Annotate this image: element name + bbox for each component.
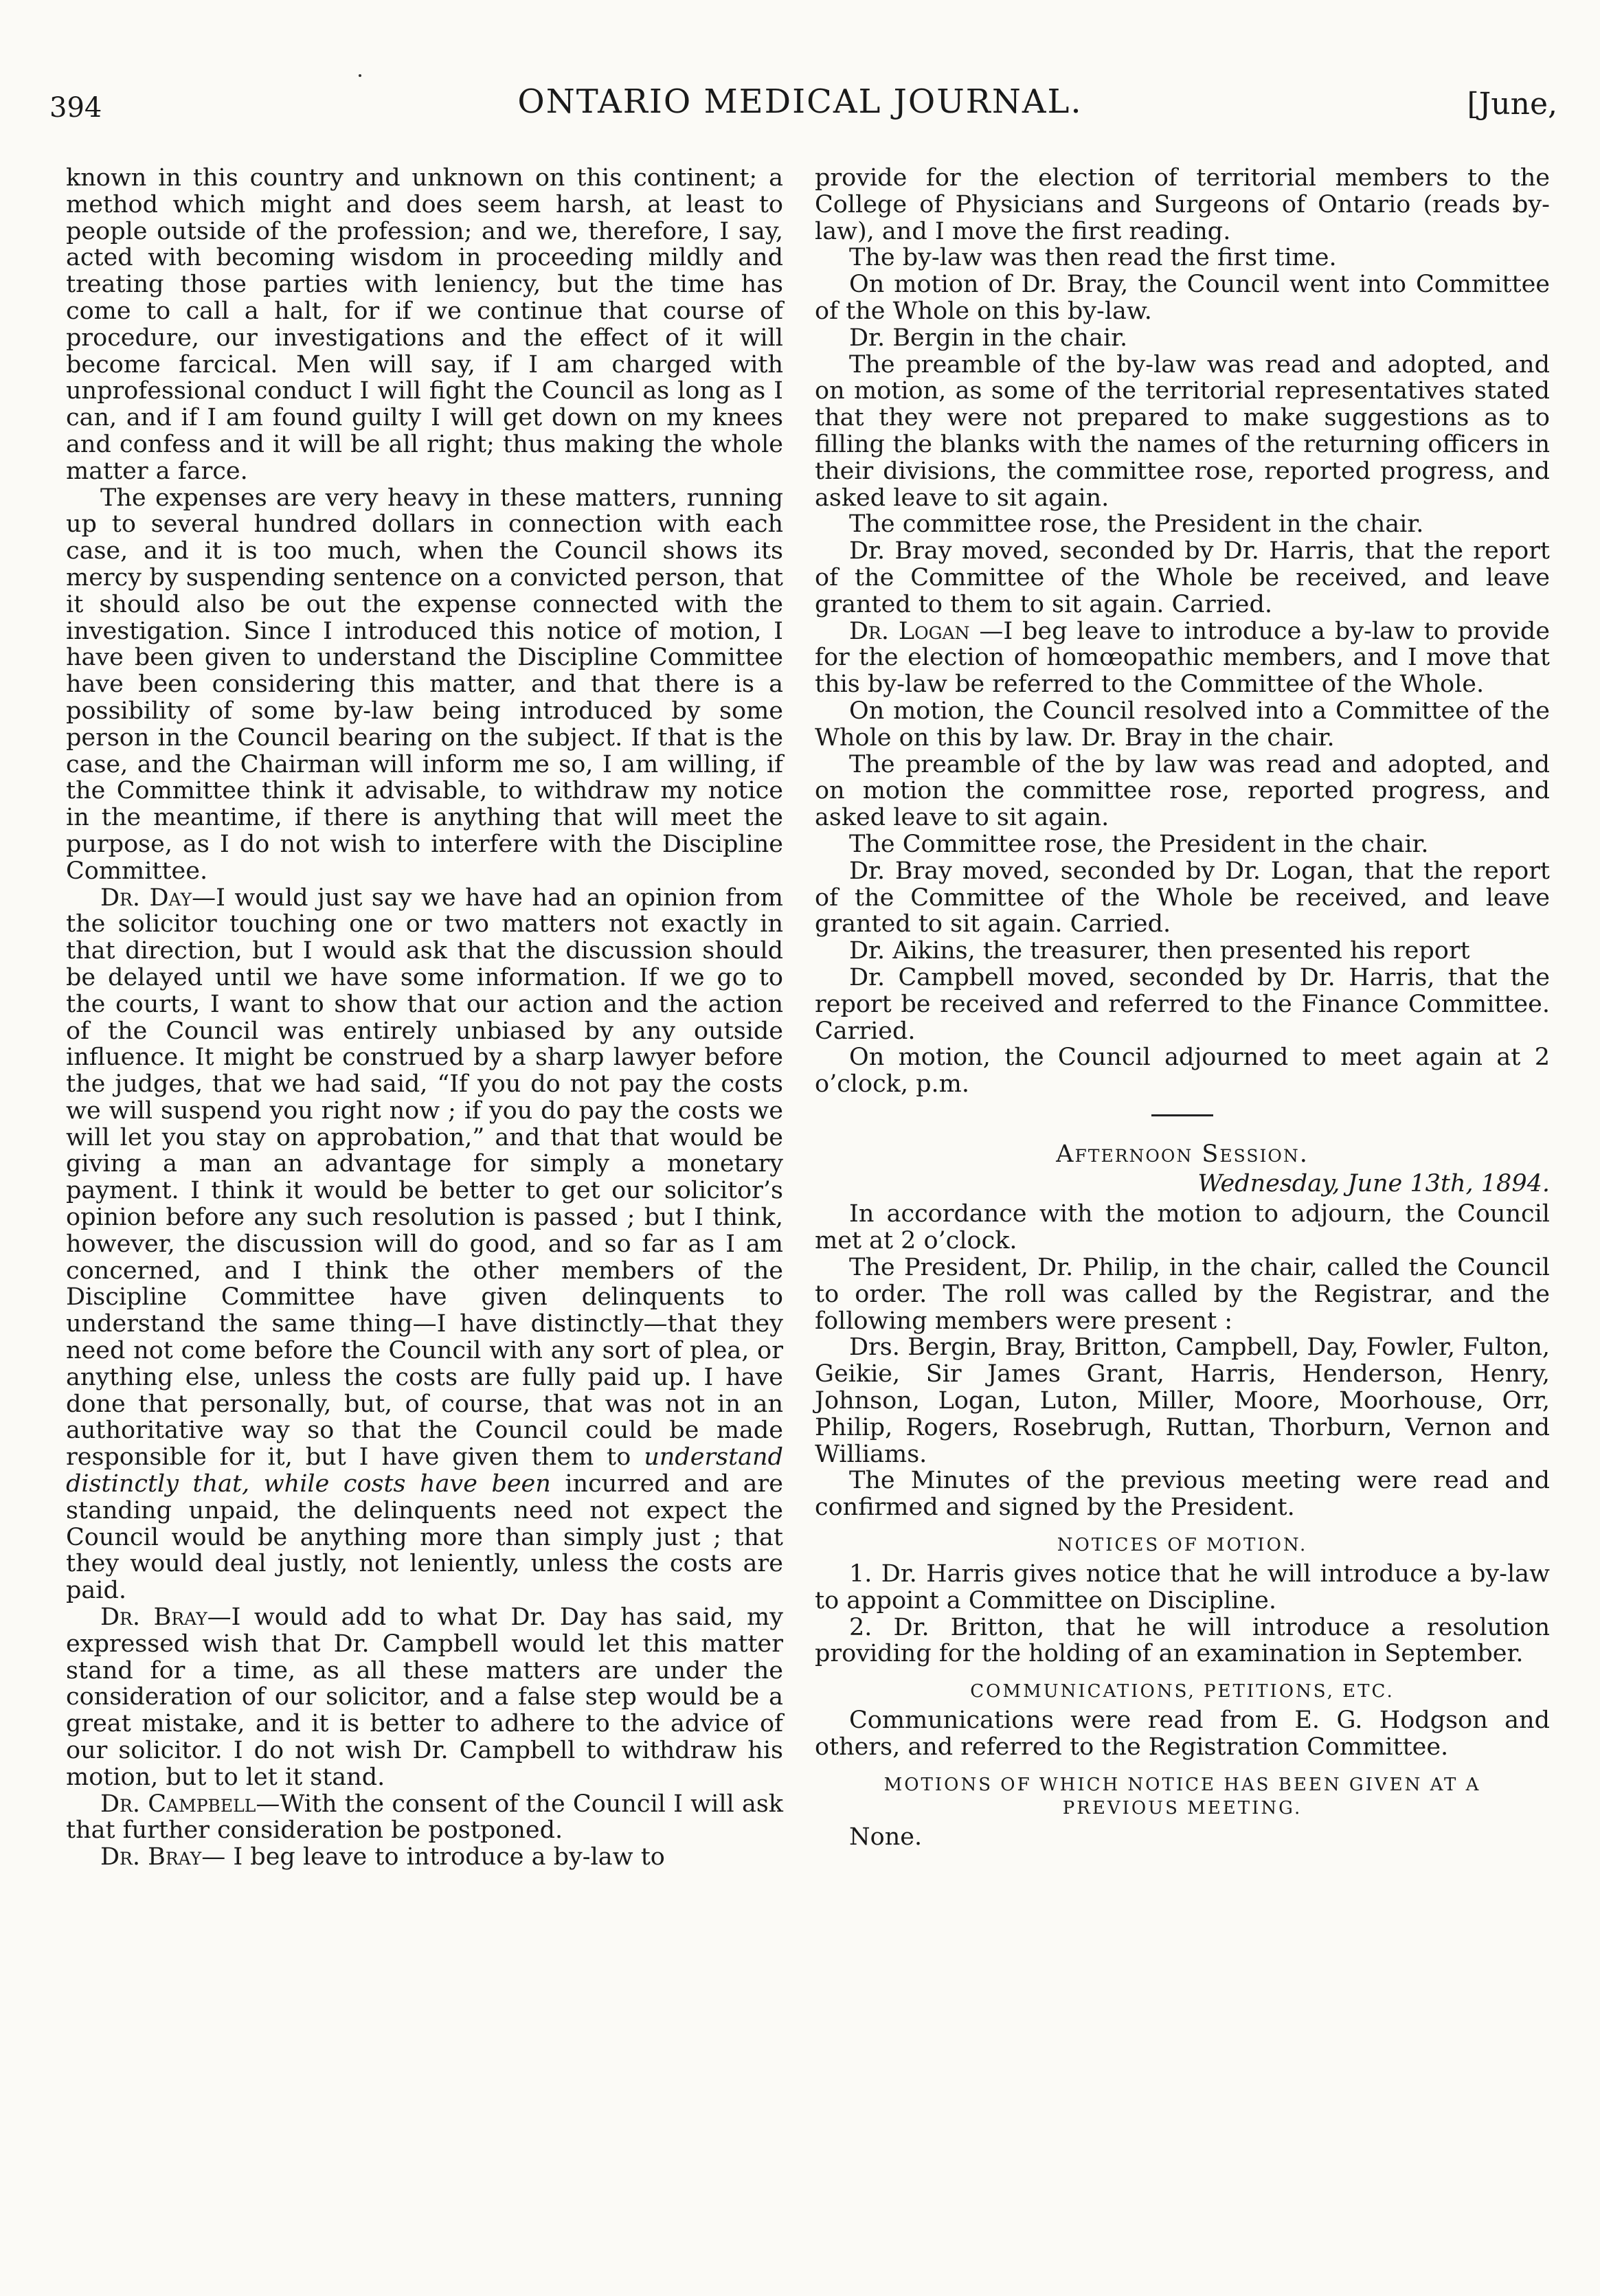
session-date: Wednesday, June 13th, 1894. (1197, 1169, 1550, 1197)
paragraph: The committee rose, the President in the chair. (849, 510, 1424, 539)
paragraph: The preamble of the by law was read and adopted, and on motion the committee rose, reported progress, and asked leave to sit again. (815, 750, 1550, 832)
paragraph: In accordance with the motion to adjourn, the Council met at 2 o’clock. (815, 1200, 1550, 1255)
afternoon-session-heading: Afternoon Session. (1056, 1140, 1309, 1168)
notice-item: 1. Dr. Harris gives notice that he will introduce a by-law to appoint a Committee on Discipline. (815, 1560, 1550, 1614)
notice-item: 2. Dr. Britton, that he will introduce a resolution providing for the holding of an examination in September. (815, 1613, 1550, 1668)
notices-of-motion-heading: NOTICES OF MOTION. (1057, 1535, 1308, 1556)
speaker-name: Dr. Bray (100, 1843, 202, 1871)
page-header (43, 82, 1557, 131)
journal-title: ONTARIO MEDICAL JOURNAL. (517, 82, 1083, 121)
left-column (66, 165, 783, 1871)
paragraph: Dr. Bray—I would add to what Dr. Day has said, my expressed wish that Dr. Campbell would let this matter stand for a time, as all these matters are under the consideration of our solicitor, and a false step would be a great mistake, and it is better to adhere to the advice of our solicitor. I do not wish Dr. Campbell to withdraw his motion, but to let it stand. (66, 1603, 783, 1791)
paragraph: The by-law was then read the first time. (849, 244, 1337, 272)
speaker-name: Dr. Day (100, 883, 192, 912)
speaker-name: Dr. Logan (849, 617, 970, 645)
page-number: 394 (49, 92, 102, 124)
paragraph: None. (849, 1823, 923, 1851)
paragraph: The expenses are very heavy in these matters, running up to several hundred dollars in connection with each case, and it is too much, when the Council shows its mercy by suspending sentence on a convicted person, that it should also be out the expense connected with the investigation. Since I introduced this notice of motion, I have been given to understand the Discipline Committee have been considering this matter, and that there is a possibility of some by-law being introduced by some person in the Council bearing on the subject. If that is the case, and the Chairman will inform me so, I am willing, if the Committee think it advisable, to withdraw my notice in the meantime, if there is anything that will meet the purpose, as I do not wish to interfere with the Discipline Committee. (66, 484, 783, 885)
print-speck (359, 74, 361, 77)
paragraph: Dr. Campbell moved, seconded by Dr. Harris, that the report be received and referred to the Finance Committee. Carried. (815, 963, 1550, 1045)
paragraph: The preamble of the by-law was read and adopted, and on motion, as some of the territorial representatives stated that they were not prepared to make suggestions as to filling the blanks with the names of the returning officers in their divisions, the committee rose, reported progress, and asked leave to sit again. (815, 350, 1550, 512)
paragraph: Communications were read from E. G. Hodgson and others, and referred to the Registration Committee. (815, 1707, 1550, 1762)
section-divider (1151, 1114, 1213, 1116)
paragraph: Dr. Logan —I beg leave to introduce a by-law to provide for the election of homœopathic members, and I move that this by-law be referred to the Committee of the Whole. (815, 617, 1550, 699)
paragraph: Dr. Campbell—With the consent of the Council I will ask that further consideration be postponed. (66, 1790, 783, 1845)
paragraph: Dr. Bergin in the chair. (849, 324, 1128, 352)
paragraph: Dr. Aikins, the treasurer, then presented his report (849, 937, 1470, 965)
members-present-list: Drs. Bergin, Bray, Britton, Campbell, Day, Fowler, Fulton, Geikie, Sir James Grant, Harris, Henderson, Henry, Johnson, Logan, Luton, Miller, Moore, Moorhouse, Orr, Philip, Rogers, Rosebrugh, Ruttan, Thorburn, Vernon and Williams. (815, 1333, 1550, 1468)
paragraph: Dr. Bray moved, seconded by Dr. Logan, that the report of the Committee of the Whole be received, and leave granted to sit again. Carried. (815, 857, 1550, 938)
paragraph: The Minutes of the previous meeting were read and confirmed and signed by the President. (815, 1467, 1550, 1522)
paragraph: Dr. Bray moved, seconded by Dr. Harris, that the report of the Committee of the Whole be received, and leave granted to them to sit again. Carried. (815, 537, 1550, 618)
motions-heading: MOTIONS OF WHICH NOTICE HAS BEEN GIVEN AT A PREVIOUS MEETING. (883, 1774, 1481, 1819)
paragraph: On motion, the Council adjourned to meet again at 2 o’clock, p.m. (815, 1044, 1550, 1099)
paragraph: known in this country and unknown on this continent; a method which might and does seem harsh, at least to people outside of the profession; and we, therefore, I say, acted with becoming wisdom in proceeding mildly and treating those parties with leniency, but the time has come to call a halt, for if we continue that course of procedure, our investigations and the effect of it will become farcical. Men will say, if I am charged with unprofessional conduct I will fight the Council as long as I can, and if I am found guilty I will get down on my knees and confess and it will be all right; thus making the whole matter a farce. (66, 164, 783, 485)
speaker-name: Dr. Bray (100, 1603, 207, 1632)
paragraph: Dr. Day—I would just say we have had an opinion from the solicitor touching one or two matters not exactly in that direction, but I would ask that the discussion should be delayed until we have some information. If we go to the courts, I want to show that our action and the action of the Council was entirely unbiased by any outside influence. It might be construed by a sharp lawyer before the judges, that we had said, “If you do not pay the costs we will suspend you right now ; if you do pay the costs we will let you stay on approbation,” and that that would be giving a man an advantage for simply a monetary payment. I think it would be better to get our solicitor’s opinion before any such resolution is passed ; but I think, however, the discussion will do good, and so far as I am concerned, and I think the other members of the Discipline Committee have given delinquents to understand the same thing—I have distinctly—that they need not come before the Council with any sort of plea, or anything else, unless the costs are fully paid up. I have done that personally, but, of course, that was not in an authoritative way so that the Council could be made responsible for it, but I have given them to understand distinctly that, while costs have been incurred and are standing unpaid, the delinquents need not expect the Council would be anything more than simply just ; that they would deal justly, not leniently, unless the costs are paid. (66, 883, 783, 1605)
paragraph: The Committee rose, the President in the chair. (849, 830, 1429, 858)
paragraph: On motion, the Council resolved into a Committee of the Whole on this by law. Dr. Bray in the chair. (815, 697, 1550, 752)
speaker-name: Dr. Campbell (100, 1790, 256, 1818)
right-column (815, 165, 1550, 1851)
paragraph: On motion of Dr. Bray, the Council went into Committee of the Whole on this by-law. (815, 271, 1550, 325)
paragraph: Dr. Bray— I beg leave to introduce a by-law to (100, 1843, 665, 1871)
communications-heading: COMMUNICATIONS, PETITIONS, ETC. (970, 1681, 1395, 1702)
running-date: [June, (1467, 87, 1557, 122)
italic-text: understand distinctly that, while costs have been (66, 1443, 783, 1498)
paragraph: The President, Dr. Philip, in the chair, called the Council to order. The roll was called by the Registrar, and the following members were present : (815, 1254, 1550, 1335)
paragraph: provide for the election of territorial members to the College of Physicians and Surgeons of Ontario (reads by-law), and I move the first reading. (815, 164, 1550, 245)
